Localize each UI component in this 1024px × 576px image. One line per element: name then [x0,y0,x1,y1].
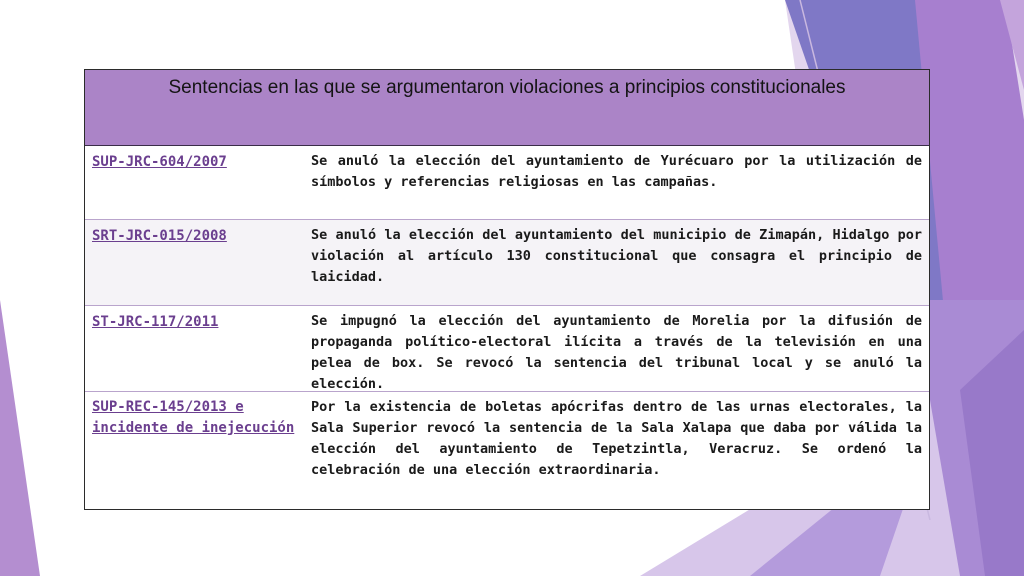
case-cell [85,146,302,219]
case-link-sup-rec-145-2013[interactable]: SUP-REC-145/2013 e incidente de inejecución [92,399,295,436]
case-link-st-jrc-117-2011[interactable]: ST-JRC-117/2011 [92,314,219,330]
description-cell: Se anuló la elección del ayuntamiento del municipio de Zimapán, Hidalgo por violación al artículo 130 constitucional que consagra el principio de laicidad. [311,227,922,285]
table-header [85,70,929,146]
table-row [85,220,929,306]
description-cell: Se impugnó la elección del ayuntamiento de Morelia por la difusión de propaganda político-electoral ilícita a través de la televisión en una pelea de box. Se revocó la sentencia del tribunal local y se anuló la elección. [311,313,922,392]
rulings-table [84,69,930,510]
case-cell [85,306,302,391]
left-accent-shape [0,300,40,576]
table-row [85,306,929,392]
table-row [85,392,929,509]
table-row [85,146,929,220]
case-cell [85,392,302,509]
description-cell: Se anuló la elección del ayuntamiento de Yurécuaro por la utilización de símbolos y referencias religiosas en las campañas. [311,153,922,190]
table-title: Sentencias en las que se argumentaron violaciones a principios constitucionales [168,77,846,98]
case-link-srt-jrc-015-2008[interactable]: SRT-JRC-015/2008 [92,228,227,244]
case-link-sup-jrc-604-2007[interactable]: SUP-JRC-604/2007 [92,154,227,170]
case-cell [85,220,302,305]
description-cell: Por la existencia de boletas apócrifas dentro de las urnas electorales, la Sala Superior revocó la sentencia de la Sala Xalapa que daba por válida la elección del ayuntamiento de Tepetzintla, Veracruz. Se ordenó la celebración de una elección extraordinaria. [311,399,922,478]
